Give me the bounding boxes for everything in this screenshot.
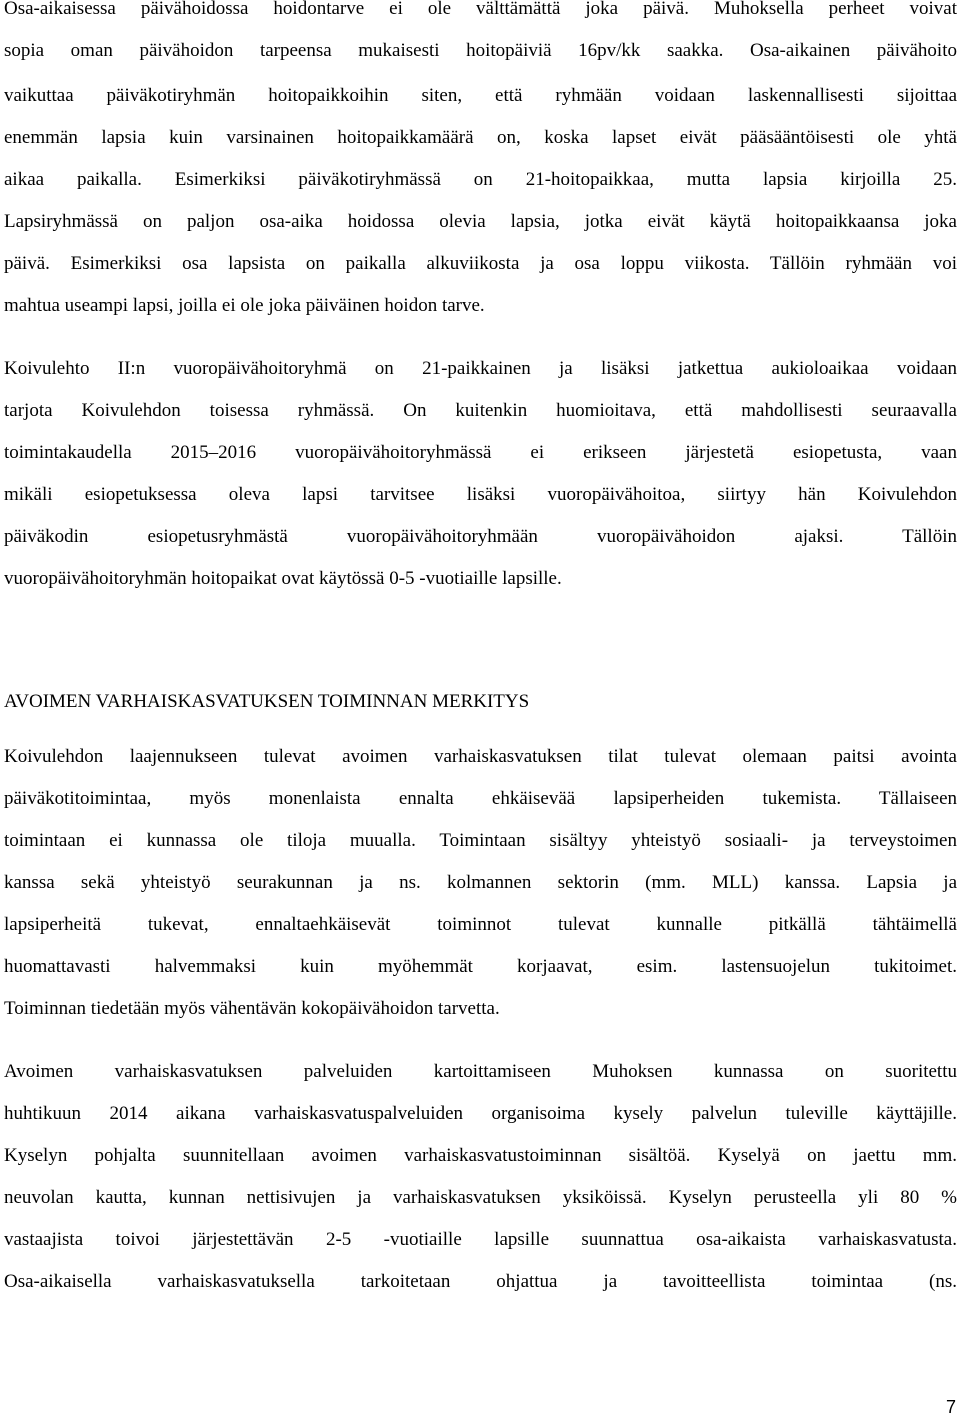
text-line: päivä. Esimerkiksi osa lapsista on paikalla alkuviikosta ja osa loppu viikosta. Tällöin ryhmään voi	[4, 253, 957, 274]
text-line: kanssa sekä yhteistyö seurakunnan ja ns. kolmannen sektorin (mm. MLL) kanssa. Lapsia ja	[4, 872, 957, 893]
text-line: lapsiperheitä tukevat, ennaltaehkäisevät toiminnot tulevat kunnalle pitkällä tähtäimellä	[4, 914, 957, 935]
text-line: tarjota Koivulehdon toisessa ryhmässä. On kuitenkin huomioitava, että mahdollisesti seuraavalla	[4, 400, 957, 421]
text-line: vaikuttaa päiväkotiryhmän hoitopaikkoihin siten, että ryhmään voidaan laskennallisesti sijoittaa	[4, 85, 957, 106]
text-line: Toiminnan tiedetään myös vähentävän kokopäivähoidon tarvetta.	[4, 998, 500, 1019]
text-line: Kyselyn pohjalta suunnitellaan avoimen varhaiskasvatustoiminnan sisältöä. Kyselyä on jaettu mm.	[4, 1145, 957, 1166]
text-line: mikäli esiopetuksessa oleva lapsi tarvitsee lisäksi vuoropäivähoitoa, siirtyy hän Koivulehdon	[4, 484, 957, 505]
text-line: toimintakaudella 2015–2016 vuoropäivähoitoryhmässä ei erikseen järjestetä esiopetusta, vaan	[4, 442, 957, 463]
text-line: sopia oman päivähoidon tarpeensa mukaisesti hoitopäiviä 16pv/kk saakka. Osa-aikainen päivähoito	[4, 40, 957, 61]
section-heading: AVOIMEN VARHAISKASVATUKSEN TOIMINNAN MERKITYS	[4, 691, 530, 712]
text-line: Avoimen varhaiskasvatuksen palveluiden kartoittamiseen Muhoksen kunnassa on suoritettu	[4, 1061, 957, 1082]
text-line: neuvolan kautta, kunnan nettisivujen ja varhaiskasvatuksen yksiköissä. Kyselyn perusteella yli 80 %	[4, 1187, 957, 1208]
text-line: päiväkodin esiopetusryhmästä vuoropäivähoitoryhmään vuoropäivähoidon ajaksi. Tällöin	[4, 526, 957, 547]
text-line: Osa-aikaisella varhaiskasvatuksella tarkoitetaan ohjattua ja tavoitteellista toimintaa (ns.	[4, 1271, 957, 1292]
text-line: Osa-aikaisessa päivähoidossa hoidontarve ei ole välttämättä joka päivä. Muhoksella perheet voivat	[4, 0, 957, 19]
text-line: aikaa paikalla. Esimerkiksi päiväkotiryhmässä on 21-hoitopaikkaa, mutta lapsia kirjoilla 25.	[4, 169, 957, 190]
page-number: 7	[946, 1397, 957, 1417]
text-line: päiväkotitoimintaa, myös monenlaista ennalta ehkäisevää lapsiperheiden tukemista. Tällaiseen	[4, 788, 957, 809]
text-line: Lapsiryhmässä on paljon osa-aika hoidossa olevia lapsia, jotka eivät käytä hoitopaikkaansa joka	[4, 211, 957, 232]
text-line: Koivulehdon laajennukseen tulevat avoimen varhaiskasvatuksen tilat tulevat olemaan paitsi avointa	[4, 746, 957, 767]
text-line: toimintaan ei kunnassa ole tiloja muualla. Toimintaan sisältyy yhteistyö sosiaali- ja terveystoimen	[4, 830, 957, 851]
text-line: huhtikuun 2014 aikana varhaiskasvatuspalveluiden organisoima kysely palvelun tuleville käyttäjille.	[4, 1103, 957, 1124]
text-line: vuoropäivähoitoryhmän hoitopaikat ovat käytössä 0-5 -vuotiaille lapsille.	[4, 568, 562, 589]
text-line: enemmän lapsia kuin varsinainen hoitopaikkamäärä on, koska lapset eivät pääsääntöisesti ole yhtä	[4, 127, 957, 148]
text-line: Koivulehto II:n vuoropäivähoitoryhmä on 21-paikkainen ja lisäksi jatkettua aukioloaikaa voidaan	[4, 358, 957, 379]
text-line: huomattavasti halvemmaksi kuin myöhemmät korjaavat, esim. lastensuojelun tukitoimet.	[4, 956, 957, 977]
text-line: vastaajista toivoi järjestettävän 2-5 -vuotiaille lapsille suunnattua osa-aikaista varhaiskasvatusta.	[4, 1229, 957, 1250]
text-line: mahtua useampi lapsi, joilla ei ole joka päiväinen hoidon tarve.	[4, 295, 485, 316]
